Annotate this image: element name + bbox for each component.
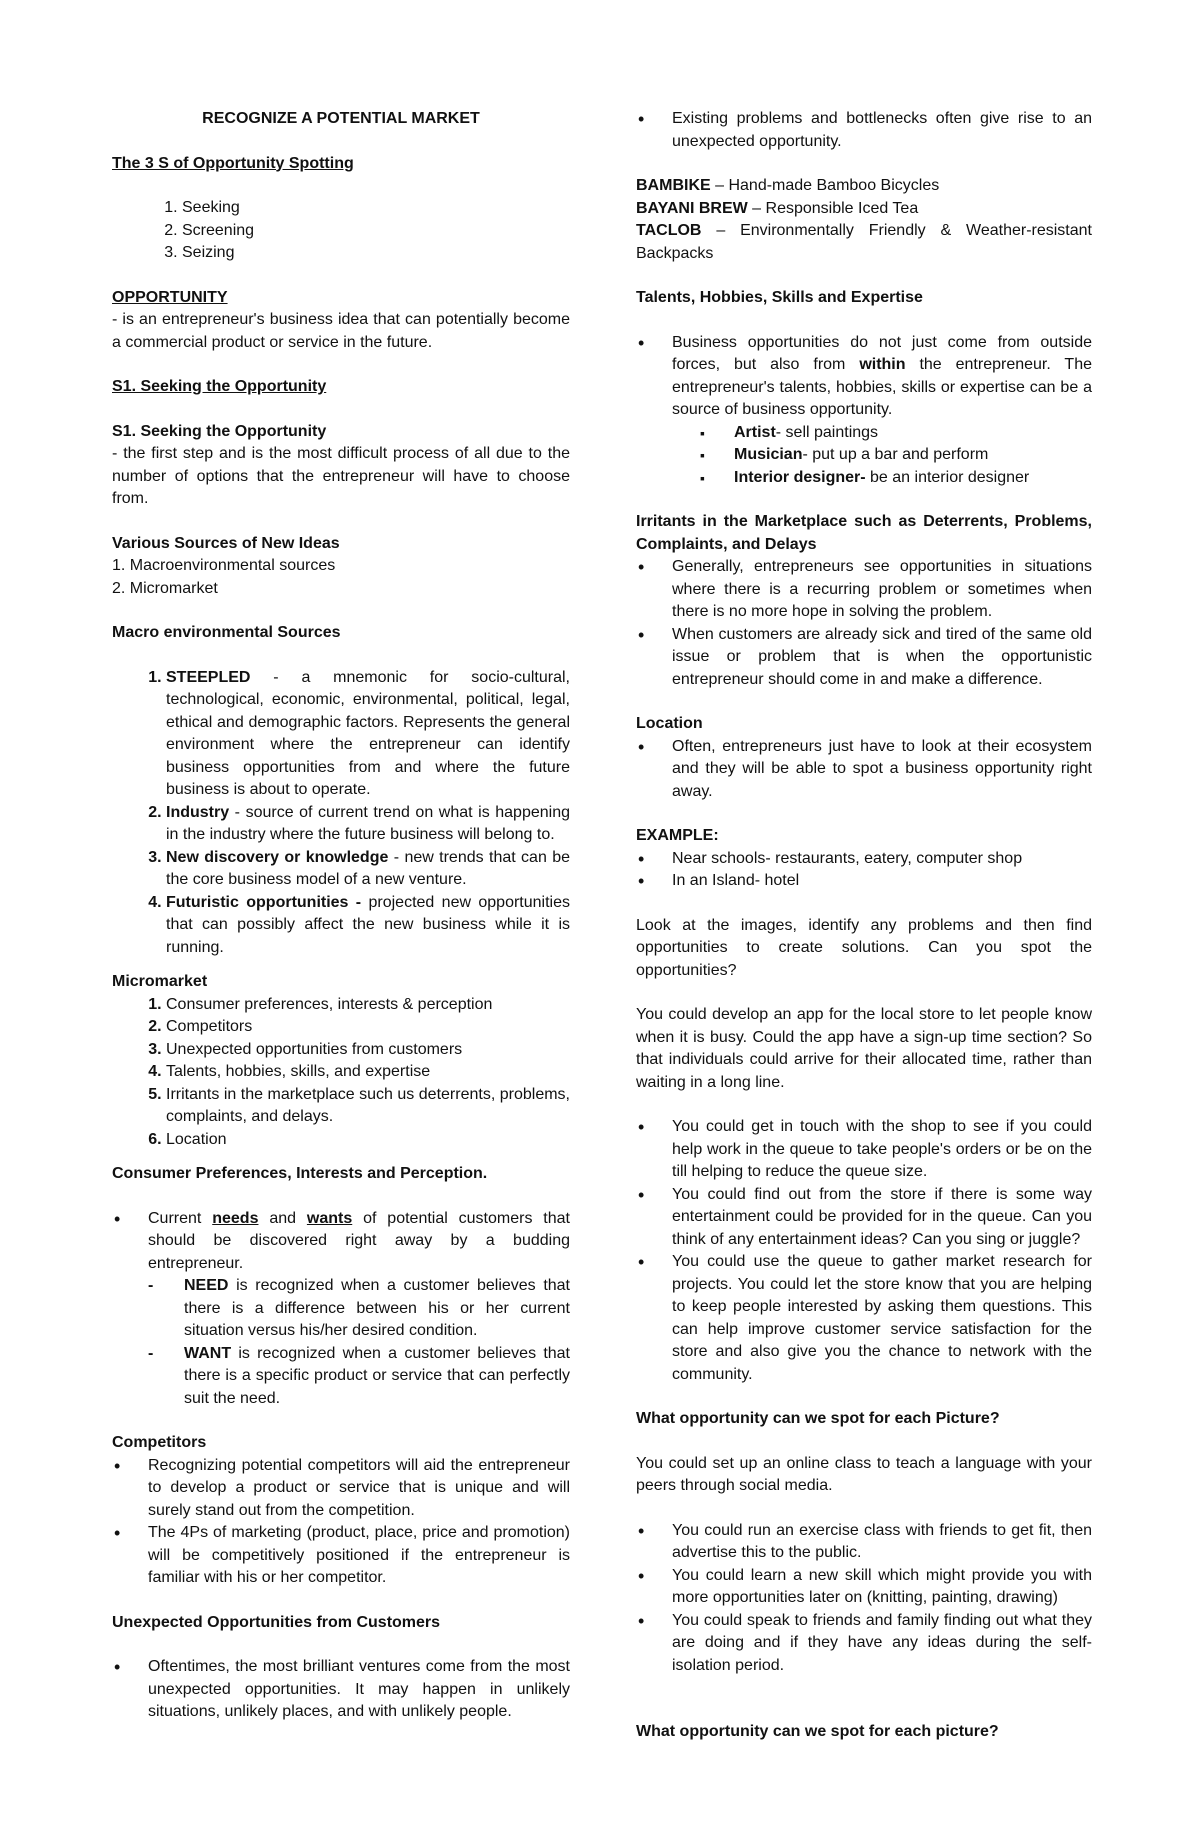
s1-definition: - the first step and is the most difficult process of all due to the number of options that the entrepreneur will have to choose from. — [112, 445, 570, 507]
list-item: • In an Island- hotel — [672, 870, 1092, 893]
list-item: 2. Competitors — [166, 1016, 570, 1039]
need-want-list — [148, 1275, 570, 1410]
consumer-text: Current — [148, 1209, 213, 1227]
consumer-text: and — [258, 1209, 307, 1227]
left-column — [112, 108, 570, 1724]
list-item: • Generally, entrepreneurs see opportunities in situations where there is a recurring problem or sometimes when there is no more hope in solving the problem. — [672, 556, 1092, 624]
list-item: • Existing problems and bottlenecks often give rise to an unexpected opportunity. — [672, 108, 1092, 153]
list-item: • You could use the queue to gather market research for projects. You could let the store know that you are helping to keep people interested by asking them questions. This can help improve customer service satisfaction for the store and also give you the chance to network with the community. — [672, 1251, 1092, 1386]
list-item: • The 4Ps of marketing (product, place, price and promotion) will be competitively positioned if the entrepreneur is familiar with his or her competitor. — [148, 1522, 570, 1590]
opportunity-heading: OPPORTUNITY — [112, 288, 228, 306]
location-heading: Location — [636, 715, 703, 732]
talents-text: the entrepreneur. The entrepreneur's talents, hobbies, skills or expertise can be a source of business opportunity. — [672, 356, 1093, 418]
talent-examples — [672, 422, 1092, 490]
document-title: RECOGNIZE A POTENTIAL MARKET — [202, 110, 480, 127]
list-item — [672, 332, 1092, 490]
needs-term: needs — [212, 1209, 259, 1227]
list-item: 6. Location — [166, 1129, 570, 1152]
competitors-heading: Competitors — [112, 1434, 207, 1451]
talent-term: Musician — [734, 446, 803, 463]
talent-term: Artist — [734, 423, 776, 441]
list-item: 3. Unexpected opportunities from customers — [166, 1039, 570, 1062]
talents-heading: Talents, Hobbies, Skills and Expertise — [636, 289, 923, 306]
consumer-heading: Consumer Preferences, Interests and Perception. — [112, 1165, 488, 1182]
list-item — [734, 422, 1092, 445]
want-text: is recognized when a customer believes that there is a specific product or service that can perfectly suit the need. — [184, 1344, 570, 1407]
list-item — [184, 1275, 570, 1343]
macro-term: New discovery or knowledge — [166, 848, 389, 866]
online-paragraph: You could set up an online class to teach a language with your peers through social media. — [636, 1454, 1092, 1494]
queue-list — [636, 1116, 1092, 1386]
brand-desc: – Hand-made Bamboo Bicycles — [710, 177, 940, 194]
list-item: • Oftentimes, the most brilliant ventures come from the most unexpected opportunities. It may happen in unlikely situations, unlikely places, and with unlikely people. — [148, 1656, 570, 1724]
top-bullet-list — [636, 108, 1092, 153]
irritants-heading: Irritants in the Marketplace such as Deterrents, Problems, Complaints, and Delays — [636, 513, 1092, 553]
s1-link[interactable]: S1. Seeking the Opportunity — [112, 378, 327, 395]
three-s-list — [112, 197, 570, 265]
unexpected-heading: Unexpected Opportunities from Customers — [112, 1613, 441, 1631]
consumer-text: of potential customers that should be discovered right away by a budding entrepreneur. — [148, 1209, 570, 1272]
consumer-list — [112, 1208, 570, 1411]
list-item: 4. Talents, hobbies, skills, and expertise — [166, 1061, 570, 1084]
example-list — [636, 848, 1092, 893]
within-term: within — [859, 356, 906, 373]
right-column — [636, 108, 1092, 1744]
macro-term: Industry — [166, 803, 230, 821]
list-item: • Often, entrepreneurs just have to look at their ecosystem and they will be able to spot a business opportunity right away. — [672, 736, 1092, 804]
micro-heading: Micromarket — [112, 973, 208, 990]
list-item: • When customers are already sick and tired of the same old issue or problem that is when the opportunistic entrepreneur should come in and make a difference. — [672, 624, 1092, 692]
opportunity-definition: - is an entrepreneur's business idea that can potentially become a commercial product or service in the future. — [112, 311, 570, 351]
three-s-heading: The 3 S of Opportunity Spotting — [112, 154, 354, 172]
sources-heading: Various Sources of New Ideas — [112, 534, 340, 552]
wants-term: wants — [306, 1209, 353, 1227]
brand-desc: – Environmentally Friendly & Weather-resistant Backpacks — [636, 222, 1092, 262]
example-heading: EXAMPLE: — [636, 827, 719, 844]
need-text: is recognized when a customer believes that there is a difference between his or her current situation versus his/her desired condition. — [184, 1277, 570, 1339]
macro-text: projected new opportunities that can possibly affect the new business while it is running. — [166, 893, 570, 956]
example-brand-line — [636, 198, 1092, 221]
list-item — [166, 892, 570, 960]
example-brand-line — [636, 220, 1092, 265]
list-item — [184, 1343, 570, 1411]
look-paragraph: Look at the images, identify any problems and then find opportunities to create solutions. Can you spot the opportunities? — [636, 916, 1092, 979]
irritants-list — [636, 556, 1092, 691]
question-heading: What opportunity can we spot for each Picture? — [636, 1410, 1000, 1427]
competitors-list — [112, 1455, 570, 1590]
macro-list — [112, 667, 570, 960]
need-term: NEED — [184, 1277, 229, 1294]
talent-text: - sell paintings — [775, 423, 879, 441]
brand-desc: – Responsible Iced Tea — [747, 199, 919, 217]
talents-text: Business opportunities do not just come from outside forces, but also from — [672, 333, 1092, 373]
list-item: • Recognizing potential competitors will aid the entrepreneur to develop a product or service that is unique and will surely stand out from the competition. — [148, 1455, 570, 1523]
list-item — [166, 802, 570, 847]
list-item — [166, 847, 570, 892]
list-item: • Near schools- restaurants, eatery, computer shop — [672, 848, 1092, 871]
list-item: 1. Consumer preferences, interests & perception — [166, 994, 570, 1017]
list-item: • You could learn a new skill which might provide you with more opportunities later on (knitting, painting, drawing) — [672, 1565, 1092, 1610]
talent-text: - put up a bar and perform — [802, 446, 989, 463]
list-item: • You could find out from the store if there is some way entertainment could be provided for in the queue. Can you think of any entertainment ideas? Can you sing or juggle? — [672, 1184, 1092, 1252]
s1-heading: S1. Seeking the Opportunity — [112, 422, 327, 440]
list-item — [166, 667, 570, 802]
macro-heading: Macro environmental Sources — [112, 624, 341, 641]
talent-term: Interior designer- — [734, 468, 866, 486]
list-item: 1. Seeking — [182, 197, 570, 220]
list-item: 3. Seizing — [182, 242, 570, 265]
app-paragraph: You could develop an app for the local store to let people know when it is busy. Could the app have a sign-up time section? So that individuals could arrive for their allocated time, rather than waiting in a long line. — [636, 1006, 1092, 1091]
list-item: 5. Irritants in the marketplace such us deterrents, problems, complaints, and delays. — [166, 1084, 570, 1129]
unexpected-list — [112, 1656, 570, 1724]
list-item — [734, 467, 1092, 490]
source-item: 1. Macroenvironmental sources — [112, 557, 336, 574]
question-heading: What opportunity can we spot for each picture? — [636, 1723, 999, 1740]
macro-text: - a mnemonic for socio-cultural, technological, economic, environmental, political, legal, ethical and demographic factors. Represents the general environment where the entrepreneur can identify business opportunities from and where the future business is about to operate. — [166, 668, 570, 798]
list-item — [734, 444, 1092, 467]
source-item: 2. Micromarket — [112, 579, 218, 597]
talents-list — [636, 332, 1092, 490]
example-brand-line — [636, 175, 1092, 198]
want-term: WANT — [184, 1344, 232, 1362]
list-item: • You could speak to friends and family finding out what they are doing and if they have any ideas during the self-isolation period. — [672, 1610, 1092, 1678]
brand-name: BAYANI BREW — [636, 199, 748, 217]
brand-name: TACLOB — [636, 222, 702, 239]
location-list — [636, 736, 1092, 804]
list-item — [148, 1208, 570, 1411]
macro-text: - source of current trend on what is happening in the industry where the future business will belong to. — [166, 803, 570, 843]
macro-term: STEEPLED — [166, 668, 251, 686]
list-item: • You could run an exercise class with friends to get fit, then advertise this to the public. — [672, 1520, 1092, 1565]
online-list — [636, 1520, 1092, 1678]
talent-text: be an interior designer — [865, 468, 1030, 486]
macro-term: Futuristic opportunities - — [166, 893, 362, 911]
list-item: 2. Screening — [182, 220, 570, 243]
list-item: • You could get in touch with the shop to see if you could help work in the queue to take people's orders or be on the till helping to reduce the queue size. — [672, 1116, 1092, 1184]
macro-text: - new trends that can be the core business model of a new venture. — [166, 848, 571, 888]
micro-list — [112, 994, 570, 1152]
brand-name: BAMBIKE — [636, 177, 711, 194]
